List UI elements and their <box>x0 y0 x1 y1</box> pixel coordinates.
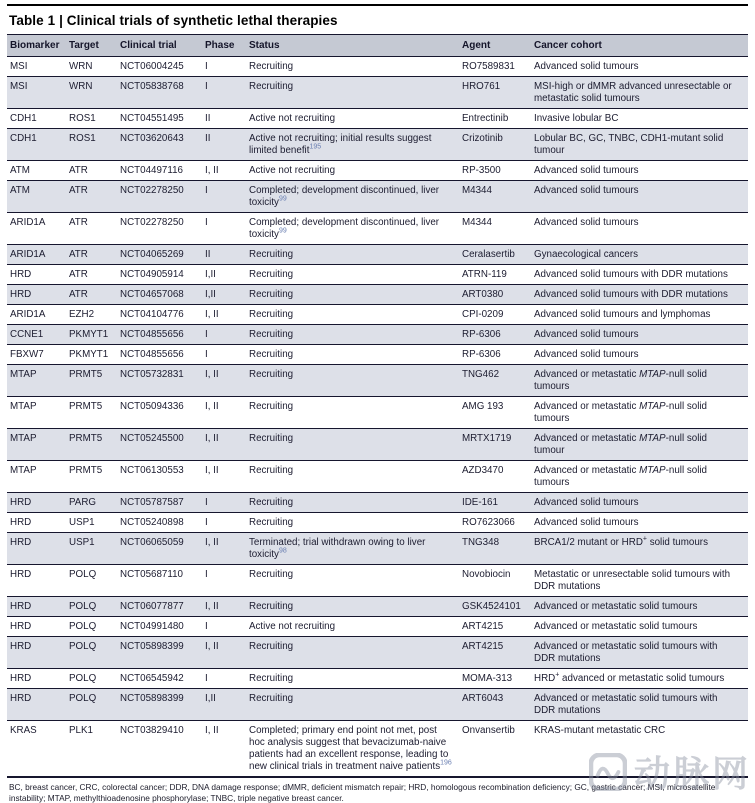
table-row <box>7 493 748 513</box>
cell-status: Recruiting <box>249 245 462 265</box>
cell-trial: NCT04991480 <box>120 617 205 637</box>
table-row <box>7 129 748 161</box>
cell-target: PRMT5 <box>69 397 120 429</box>
cell-phase: II <box>205 245 249 265</box>
cell-phase: I, II <box>205 721 249 778</box>
table-row <box>7 345 748 365</box>
cell-agent: AMG 193 <box>462 397 534 429</box>
table-row <box>7 77 748 109</box>
cell-cohort: Advanced solid tumours <box>534 493 748 513</box>
cell-cohort: Advanced solid tumours <box>534 181 748 213</box>
cell-phase: I <box>205 181 249 213</box>
cell-biomarker: HRD <box>7 617 69 637</box>
cell-target: PRMT5 <box>69 429 120 461</box>
cell-cohort: Advanced solid tumours and lymphomas <box>534 305 748 325</box>
cell-biomarker: ARID1A <box>7 305 69 325</box>
column-header-clinical-trial: Clinical trial <box>120 35 205 57</box>
cell-target: ATR <box>69 181 120 213</box>
cell-status: Recruiting <box>249 325 462 345</box>
cell-biomarker: ARID1A <box>7 213 69 245</box>
cell-biomarker: HRD <box>7 565 69 597</box>
cell-phase: I, II <box>205 429 249 461</box>
citation-ref[interactable]: 195 <box>309 143 322 151</box>
cell-cohort: Advanced or metastatic solid tumours <box>534 617 748 637</box>
cell-status: Recruiting <box>249 637 462 669</box>
cell-trial: NCT04855656 <box>120 345 205 365</box>
cell-phase: II <box>205 129 249 161</box>
cell-target: POLQ <box>69 637 120 669</box>
table-row <box>7 305 748 325</box>
column-header-target: Target <box>69 35 120 57</box>
cell-status: Recruiting <box>249 689 462 721</box>
cell-trial: NCT06004245 <box>120 57 205 77</box>
cell-target: POLQ <box>69 597 120 617</box>
cell-status: Completed; primary end point not met, post hoc analysis suggest that bevacizumab-naive patients had an excellent response, leading to new clinical trials in treatment naive patients$^{196}$ <box>249 721 462 778</box>
cell-status: Completed; development discontinued, liver toxicity$^{99}$ <box>249 181 462 213</box>
cell-agent: Onvansertib <box>462 721 534 778</box>
superscript-plus: + <box>555 671 560 679</box>
cell-trial: NCT06065059 <box>120 533 205 565</box>
cell-cohort: KRAS-mutant metastatic CRC <box>534 721 748 778</box>
cell-status: Recruiting <box>249 397 462 429</box>
cell-biomarker: MSI <box>7 57 69 77</box>
cell-agent: RP-3500 <box>462 161 534 181</box>
table-row <box>7 689 748 721</box>
cell-trial: NCT05094336 <box>120 397 205 429</box>
cell-agent: RP-6306 <box>462 345 534 365</box>
cell-agent: Crizotinib <box>462 129 534 161</box>
cell-cohort: MSI-high or dMMR advanced unresectable or metastatic solid tumours <box>534 77 748 109</box>
cell-cohort: Metastatic or unresectable solid tumours with DDR mutations <box>534 565 748 597</box>
table-row <box>7 617 748 637</box>
citation-ref[interactable]: 99 <box>278 227 287 235</box>
cell-agent: AZD3470 <box>462 461 534 493</box>
cell-agent: TNG348 <box>462 533 534 565</box>
cell-target: WRN <box>69 77 120 109</box>
cell-agent: ART4215 <box>462 617 534 637</box>
table-row <box>7 161 748 181</box>
cell-biomarker: MTAP <box>7 461 69 493</box>
column-header-biomarker: Biomarker <box>7 35 69 57</box>
cell-target: USP1 <box>69 533 120 565</box>
cell-agent: M4344 <box>462 213 534 245</box>
table-row <box>7 429 748 461</box>
cell-cohort: Lobular BC, GC, TNBC, CDH1-mutant solid tumour <box>534 129 748 161</box>
cell-phase: II <box>205 109 249 129</box>
cell-biomarker: HRD <box>7 513 69 533</box>
cell-phase: I <box>205 493 249 513</box>
table-row <box>7 57 748 77</box>
cell-status: Recruiting <box>249 461 462 493</box>
cell-cohort: Invasive lobular BC <box>534 109 748 129</box>
cell-trial: NCT04657068 <box>120 285 205 305</box>
cell-trial: NCT05898399 <box>120 637 205 669</box>
cell-cohort: Advanced solid tumours with DDR mutations <box>534 265 748 285</box>
cell-agent: ART4215 <box>462 637 534 669</box>
cell-target: ATR <box>69 265 120 285</box>
table-row <box>7 181 748 213</box>
table-row <box>7 109 748 129</box>
cell-trial: NCT05245500 <box>120 429 205 461</box>
cell-biomarker: HRD <box>7 669 69 689</box>
cell-trial: NCT05838768 <box>120 77 205 109</box>
cell-phase: I, II <box>205 637 249 669</box>
cell-target: WRN <box>69 57 120 77</box>
cell-phase: I,II <box>205 265 249 285</box>
cell-agent: RP-6306 <box>462 325 534 345</box>
top-rule <box>7 4 748 6</box>
cell-target: ATR <box>69 245 120 265</box>
cell-target: ATR <box>69 161 120 181</box>
cell-trial: NCT06130553 <box>120 461 205 493</box>
cell-status: Terminated; trial withdrawn owing to liver toxicity$^{98}$ <box>249 533 462 565</box>
cell-trial: NCT05687110 <box>120 565 205 597</box>
cell-status: Recruiting <box>249 565 462 597</box>
cell-biomarker: MSI <box>7 77 69 109</box>
cell-phase: I, II <box>205 397 249 429</box>
cell-cohort: Advanced or metastatic MTAP-null solid tumour <box>534 429 748 461</box>
gene-name-italic: MTAP <box>639 369 666 380</box>
cell-status: Recruiting <box>249 365 462 397</box>
cell-trial: NCT05898399 <box>120 689 205 721</box>
cell-target: ATR <box>69 213 120 245</box>
cell-trial: NCT06077877 <box>120 597 205 617</box>
cell-target: PKMYT1 <box>69 325 120 345</box>
cell-cohort: Advanced or metastatic solid tumours <box>534 597 748 617</box>
cell-trial: NCT04551495 <box>120 109 205 129</box>
cell-status: Recruiting <box>249 493 462 513</box>
cell-agent: Novobiocin <box>462 565 534 597</box>
cell-biomarker: MTAP <box>7 397 69 429</box>
cell-agent: RO7623066 <box>462 513 534 533</box>
table-row <box>7 637 748 669</box>
table-row <box>7 461 748 493</box>
cell-trial: NCT05787587 <box>120 493 205 513</box>
cell-status: Recruiting <box>249 265 462 285</box>
cell-phase: I <box>205 617 249 637</box>
cell-target: POLQ <box>69 689 120 721</box>
citation-ref[interactable]: 99 <box>278 195 287 203</box>
cell-cohort: Advanced solid tumours with DDR mutations <box>534 285 748 305</box>
table-row <box>7 285 748 305</box>
cell-cohort: Advanced or metastatic MTAP-null solid tumours <box>534 397 748 429</box>
cell-cohort: Advanced solid tumours <box>534 213 748 245</box>
cell-biomarker: CDH1 <box>7 109 69 129</box>
cell-phase: I, II <box>205 533 249 565</box>
cell-status: Recruiting <box>249 429 462 461</box>
table-row <box>7 397 748 429</box>
cell-status: Recruiting <box>249 305 462 325</box>
cell-trial: NCT04065269 <box>120 245 205 265</box>
cell-trial: NCT04497116 <box>120 161 205 181</box>
cell-target: POLQ <box>69 617 120 637</box>
table-row <box>7 213 748 245</box>
table-row <box>7 513 748 533</box>
cell-phase: I <box>205 669 249 689</box>
cell-trial: NCT03829410 <box>120 721 205 778</box>
cell-trial: NCT03620643 <box>120 129 205 161</box>
cell-biomarker: KRAS <box>7 721 69 778</box>
cell-target: ATR <box>69 285 120 305</box>
table-row <box>7 265 748 285</box>
cell-target: POLQ <box>69 565 120 597</box>
cell-phase: I <box>205 345 249 365</box>
cell-phase: I, II <box>205 597 249 617</box>
cell-biomarker: HRD <box>7 637 69 669</box>
cell-status: Recruiting <box>249 345 462 365</box>
footnote: BC, breast cancer, CRC, colorectal cancer; DDR, DNA damage response; dMMR, deficient mismatch repair; HRD, homologous recombination deficiency; GC, gastric cancer; MSI, microsatellite instability; MTAP, methylthioadenosine phosphorylase; TNBC, triple negative breast cancer. <box>9 782 716 803</box>
cell-biomarker: CDH1 <box>7 129 69 161</box>
header-row <box>7 35 748 57</box>
table-row <box>7 245 748 265</box>
cell-target: PRMT5 <box>69 365 120 397</box>
cell-target: PRMT5 <box>69 461 120 493</box>
cell-agent: MRTX1719 <box>462 429 534 461</box>
cell-biomarker: MTAP <box>7 429 69 461</box>
cell-biomarker: FBXW7 <box>7 345 69 365</box>
cell-target: ROS1 <box>69 109 120 129</box>
cell-phase: I, II <box>205 161 249 181</box>
cell-biomarker: ATM <box>7 161 69 181</box>
cell-status: Completed; development discontinued, liver toxicity$^{99}$ <box>249 213 462 245</box>
cell-cohort: Advanced solid tumours <box>534 513 748 533</box>
clinical-trials-table <box>7 34 748 778</box>
cell-biomarker: HRD <box>7 285 69 305</box>
table-row <box>7 721 748 778</box>
cell-agent: HRO761 <box>462 77 534 109</box>
table-row <box>7 565 748 597</box>
citation-ref[interactable]: 196 <box>440 759 452 767</box>
cell-cohort: Advanced or metastatic MTAP-null solid tumours <box>534 461 748 493</box>
cell-biomarker: HRD <box>7 689 69 721</box>
cell-agent: Entrectinib <box>462 109 534 129</box>
cell-cohort: Advanced or metastatic solid tumours with DDR mutations <box>534 689 748 721</box>
cell-cohort: Advanced solid tumours <box>534 161 748 181</box>
cell-agent: ART6043 <box>462 689 534 721</box>
table-title: Table 1 | Clinical trials of synthetic lethal therapies <box>9 13 338 28</box>
cell-agent: M4344 <box>462 181 534 213</box>
cell-trial: NCT06545942 <box>120 669 205 689</box>
cell-cohort: BRCA1/2 mutant or HRD+ solid tumours <box>534 533 748 565</box>
cell-trial: NCT04104776 <box>120 305 205 325</box>
cell-cohort: Advanced or metastatic solid tumours with DDR mutations <box>534 637 748 669</box>
cell-agent: ATRN-119 <box>462 265 534 285</box>
cell-biomarker: HRD <box>7 265 69 285</box>
cell-target: POLQ <box>69 669 120 689</box>
cell-target: PLK1 <box>69 721 120 778</box>
cell-target: PKMYT1 <box>69 345 120 365</box>
cell-status: Active not recruiting <box>249 617 462 637</box>
cell-cohort: Advanced solid tumours <box>534 325 748 345</box>
cell-status: Active not recruiting; initial results suggest limited benefit$^{195}$ <box>249 129 462 161</box>
cell-target: ROS1 <box>69 129 120 161</box>
cell-biomarker: ARID1A <box>7 245 69 265</box>
cell-target: USP1 <box>69 513 120 533</box>
cell-phase: I <box>205 213 249 245</box>
gene-name-italic: MTAP <box>639 465 666 476</box>
cell-status: Active not recruiting <box>249 161 462 181</box>
cell-phase: I <box>205 77 249 109</box>
column-header-agent: Agent <box>462 35 534 57</box>
column-header-cancer-cohort: Cancer cohort <box>534 35 748 57</box>
table-row <box>7 597 748 617</box>
cell-phase: I, II <box>205 365 249 397</box>
cell-biomarker: CCNE1 <box>7 325 69 345</box>
table-row <box>7 533 748 565</box>
watermark-text: 动脉网 <box>633 753 751 794</box>
cell-trial: NCT04855656 <box>120 325 205 345</box>
citation-ref[interactable]: 98 <box>278 547 287 555</box>
cell-trial: NCT05240898 <box>120 513 205 533</box>
cell-status: Recruiting <box>249 77 462 109</box>
cell-target: PARG <box>69 493 120 513</box>
paper-table-figure <box>0 4 755 803</box>
gene-name-italic: MTAP <box>639 433 666 444</box>
cell-trial: NCT02278250 <box>120 181 205 213</box>
column-header-phase: Phase <box>205 35 249 57</box>
column-header-status: Status <box>249 35 462 57</box>
cell-phase: I <box>205 513 249 533</box>
cell-phase: I <box>205 325 249 345</box>
cell-phase: I, II <box>205 305 249 325</box>
cell-trial: NCT04905914 <box>120 265 205 285</box>
cell-agent: RO7589831 <box>462 57 534 77</box>
cell-cohort: Advanced or metastatic MTAP-null solid tumours <box>534 365 748 397</box>
cell-target: EZH2 <box>69 305 120 325</box>
cell-cohort: HRD+ advanced or metastatic solid tumours <box>534 669 748 689</box>
cell-cohort: Gynaecological cancers <box>534 245 748 265</box>
cell-agent: ART0380 <box>462 285 534 305</box>
cell-status: Recruiting <box>249 57 462 77</box>
cell-agent: Ceralasertib <box>462 245 534 265</box>
cell-agent: IDE-161 <box>462 493 534 513</box>
cell-agent: GSK4524101 <box>462 597 534 617</box>
cell-status: Recruiting <box>249 285 462 305</box>
cell-phase: I,II <box>205 285 249 305</box>
cell-phase: I,II <box>205 689 249 721</box>
cell-biomarker: ATM <box>7 181 69 213</box>
cell-biomarker: MTAP <box>7 365 69 397</box>
cell-agent: CPI-0209 <box>462 305 534 325</box>
cell-biomarker: HRD <box>7 597 69 617</box>
cell-status: Active not recruiting <box>249 109 462 129</box>
cell-trial: NCT02278250 <box>120 213 205 245</box>
cell-biomarker: HRD <box>7 493 69 513</box>
cell-trial: NCT05732831 <box>120 365 205 397</box>
cell-status: Recruiting <box>249 669 462 689</box>
cell-phase: I <box>205 57 249 77</box>
cell-status: Recruiting <box>249 513 462 533</box>
cell-phase: I <box>205 565 249 597</box>
table-row <box>7 325 748 345</box>
table-row <box>7 669 748 689</box>
cell-phase: I, II <box>205 461 249 493</box>
cell-agent: TNG462 <box>462 365 534 397</box>
cell-cohort: Advanced solid tumours <box>534 345 748 365</box>
cell-agent: MOMA-313 <box>462 669 534 689</box>
table-row <box>7 365 748 397</box>
gene-name-italic: MTAP <box>639 401 666 412</box>
cell-cohort: Advanced solid tumours <box>534 57 748 77</box>
superscript-plus: + <box>642 535 647 543</box>
cell-status: Recruiting <box>249 597 462 617</box>
cell-biomarker: HRD <box>7 533 69 565</box>
